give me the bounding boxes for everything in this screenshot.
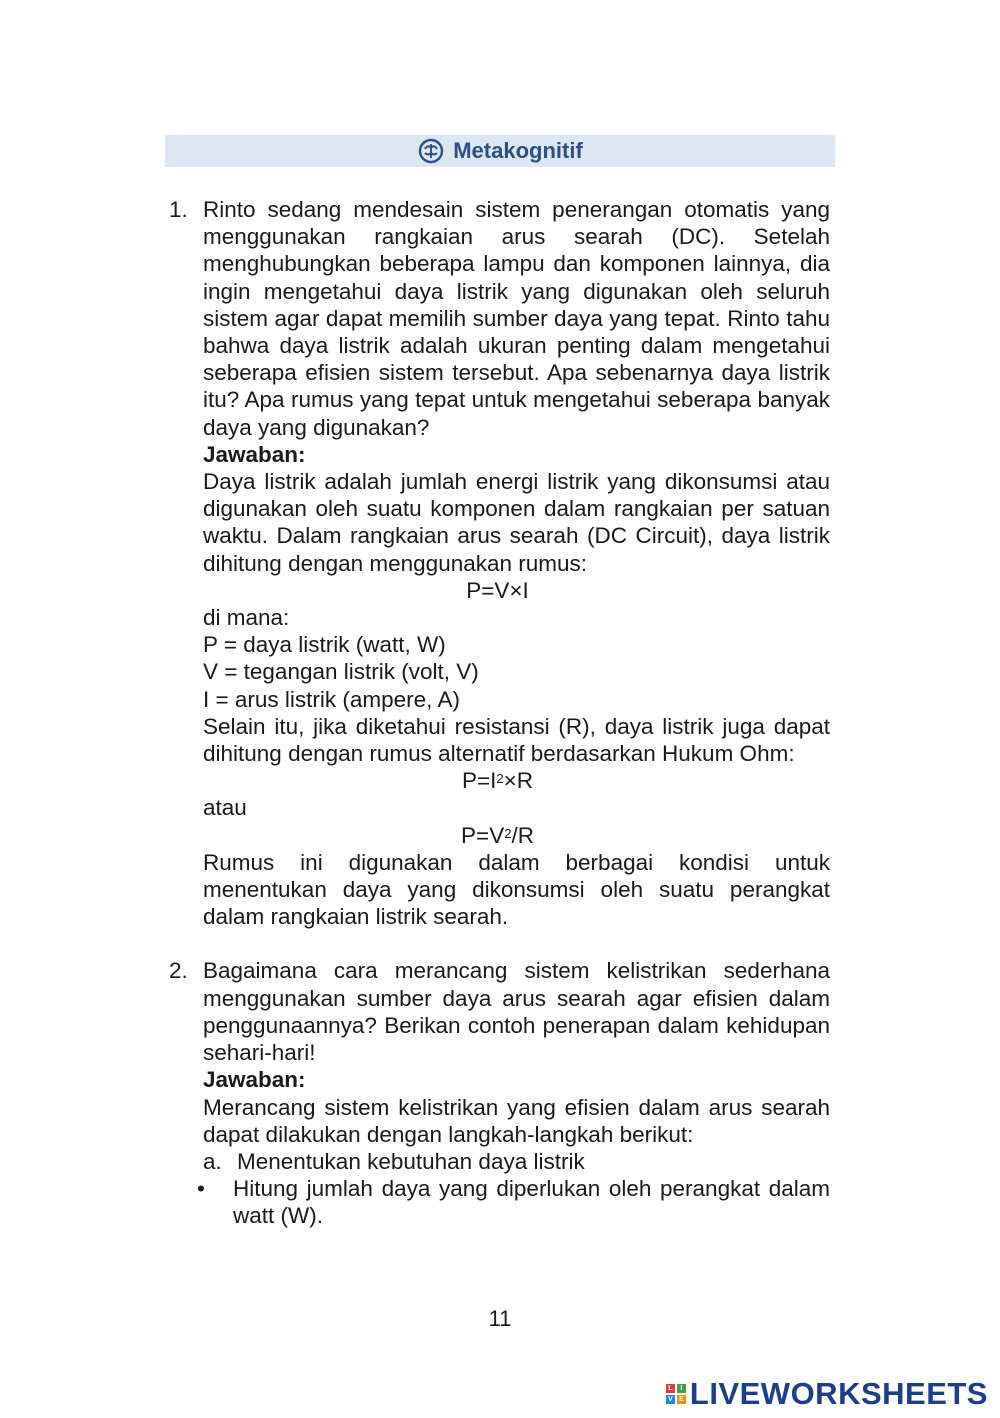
liveworksheets-logo[interactable] [666, 1376, 988, 1412]
step-item [203, 1148, 830, 1175]
step-letter: a. [203, 1148, 222, 1174]
logo-text: LIVEWORKSHEETS [689, 1376, 988, 1411]
bullet-icon: • [197, 1176, 205, 1202]
formula: $P=I^2\times R$ [461, 768, 534, 794]
question-2 [165, 957, 830, 1147]
answer-label: Jawaban: [203, 1067, 306, 1093]
answer-label: Jawaban: [203, 441, 306, 467]
section-title: Metakognitif [453, 138, 583, 163]
question-text: Rinto sedang mendesain sistem penerangan otomatis yang menggunakan rangkaian arus searah (DC). Setelah menghubungkan beberapa lampu dan komponen lainnya, dia ingin mengetahui daya listrik yang digunakan oleh seluruh sistem agar dapat memilih sumber daya yang tepat. Rinto tahu bahwa daya listrik adalah ukuran penting dalam mengetahui seberapa efisien sistem tersebut. Apa sebenarnya daya listrik itu? Apa rumus yang tepat untuk mengetahui seberapa banyak daya yang digunakan? [203, 197, 830, 440]
question-number: 1. [169, 197, 188, 222]
answer-text: Daya listrik adalah jumlah energi listrik yang dikonsumsi atau digunakan oleh suatu komponen dalam rangkaian per satuan waktu. Dalam rangkaian arus searah (DC Circuit), daya listrik dihitung dengan menggunakan rumus: [203, 469, 830, 576]
formula: P=V×I [466, 577, 529, 603]
brain-icon [417, 137, 445, 165]
question-1 [165, 196, 830, 930]
question-text: Bagaimana cara merancang sistem kelistrikan sederhana menggunakan sumber daya arus searah agar efisien dalam penggunaannya? Berikan contoh penerapan dalam kehidupan sehari-hari! [203, 958, 830, 1066]
formula: $P=V^2/R$ [461, 822, 534, 848]
bullet-text: Hitung jumlah daya yang diperlukan oleh perangkat dalam watt (W). [233, 1176, 830, 1229]
step-text: Menentukan kebutuhan daya listrik [237, 1148, 585, 1174]
definition: I = arus listrik (ampere, A) [203, 686, 460, 712]
answer-steps [165, 1148, 830, 1175]
worksheet-content [165, 196, 830, 1230]
definition: V = tegangan listrik (volt, V) [203, 659, 479, 685]
bullet-item [165, 1175, 830, 1229]
page-number: 11 [488, 1306, 512, 1331]
answer-text: Selain itu, jika diketahui resistansi (R), daya listrik juga dapat dihitung dengan rumus alternatif berdasarkan Hukum Ohm: [203, 713, 830, 767]
answer-text: di mana: [203, 605, 290, 631]
answer-text: Rumus ini digunakan dalam berbagai kondisi untuk menentukan daya yang dikonsumsi oleh suatu perangkat dalam rangkaian listrik searah. [203, 849, 830, 930]
answer-text: Merancang sistem kelistrikan yang efisien dalam arus searah dapat dilakukan dengan langkah-langkah berikut: [203, 1094, 830, 1147]
answer-text: atau [203, 795, 247, 821]
section-header [165, 135, 835, 167]
question-number: 2. [169, 958, 188, 984]
definition: P = daya listrik (watt, W) [203, 632, 446, 658]
logo-grid-icon: L I V E [666, 1384, 686, 1404]
